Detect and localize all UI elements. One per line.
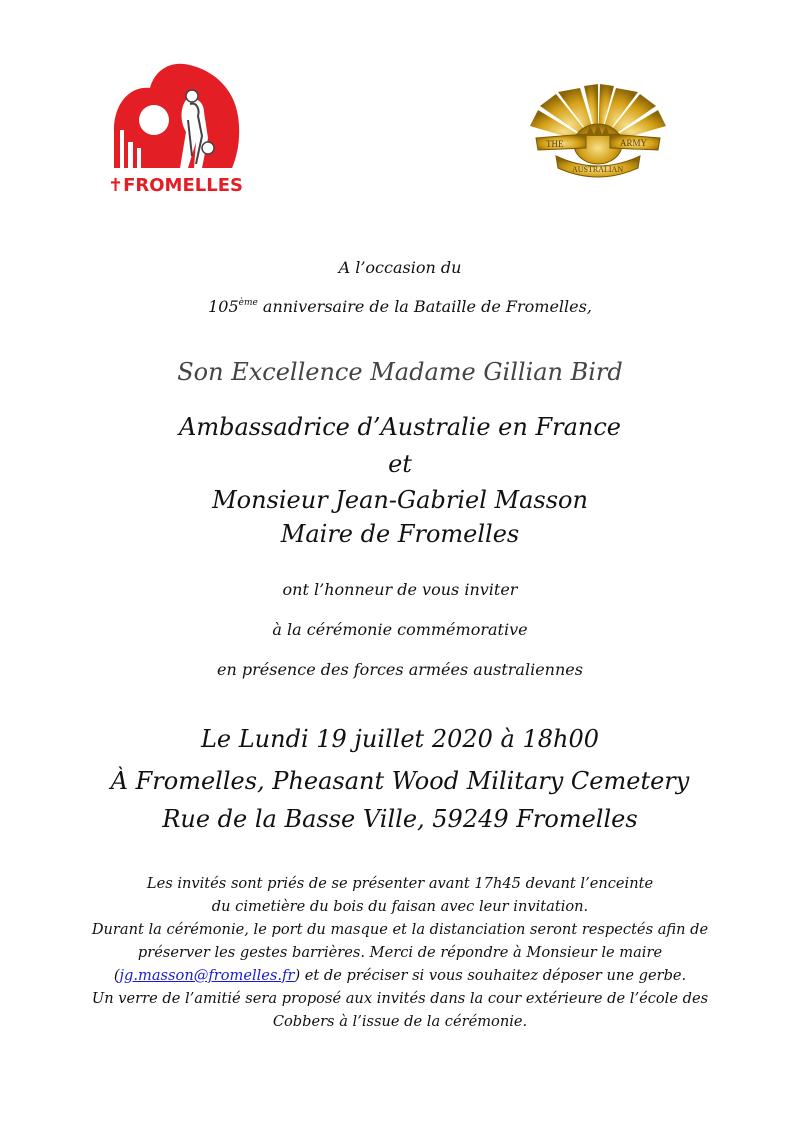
- event-place: À Fromelles, Pheasant Wood Military Cemetery: [110, 767, 690, 795]
- paren-open: (: [113, 967, 120, 984]
- badge-text-army: ARMY: [620, 138, 648, 148]
- cross-icon: ✝: [108, 175, 124, 196]
- event-address: Rue de la Basse Ville, 59249 Fromelles: [162, 805, 638, 833]
- invitation-line-3: en présence des forces armées australiennes: [217, 660, 583, 679]
- note-line-6: Un verre de l’amitié sera proposé aux invités dans la cour extérieure de l’école des: [91, 990, 709, 1007]
- mayor-name: Monsieur Jean-Gabriel Masson: [212, 486, 588, 514]
- badge-text-australian: AUSTRALIAN: [572, 165, 624, 174]
- australian-army-badge: [528, 84, 668, 188]
- anniversary-number: 105: [208, 297, 239, 316]
- invitation-line-2: à la cérémonie commémorative: [272, 620, 528, 639]
- note-line-5: [0, 964, 800, 987]
- note-line-2: du cimetière du bois du faisan avec leur invitation.: [211, 898, 589, 915]
- excellence-name: Son Excellence Madame Gillian Bird: [177, 358, 623, 386]
- note-line-5-rest: ) et de préciser si vous souhaitez déposer une gerbe.: [294, 967, 687, 984]
- fromelles-logo-text: ✝FROMELLES: [108, 175, 243, 196]
- note-line-1: Les invités sont priés de se présenter avant 17h45 devant l’enceinte: [146, 875, 654, 892]
- intro-line-1: A l’occasion du: [338, 258, 462, 277]
- event-date: Le Lundi 19 juillet 2020 à 18h00: [200, 725, 600, 753]
- fromelles-logo: [108, 60, 242, 200]
- note-line-7: Cobbers à l’issue de la cérémonie.: [272, 1013, 528, 1030]
- conjunction-et: et: [388, 450, 412, 478]
- note-line-3: Durant la cérémonie, le port du masque et la distanciation seront respectés afin de: [91, 921, 709, 938]
- rising-sun-icon: [528, 84, 668, 188]
- badge-text-the: THE: [546, 139, 564, 149]
- anniversary-rest: anniversaire de la Bataille de Fromelles,: [257, 297, 592, 316]
- note-line-4: préserver les gestes barrières. Merci de répondre à Monsieur le maire: [137, 944, 663, 961]
- invitation-line-1: ont l’honneur de vous inviter: [282, 580, 518, 599]
- anniversary-superscript: ème: [238, 298, 258, 308]
- ambassador-title: Ambassadrice d’Australie en France: [178, 413, 622, 441]
- email-link[interactable]: jg.masson@fromelles.fr: [119, 967, 295, 984]
- mayor-title: Maire de Fromelles: [280, 520, 520, 548]
- intro-line-2: [0, 297, 800, 316]
